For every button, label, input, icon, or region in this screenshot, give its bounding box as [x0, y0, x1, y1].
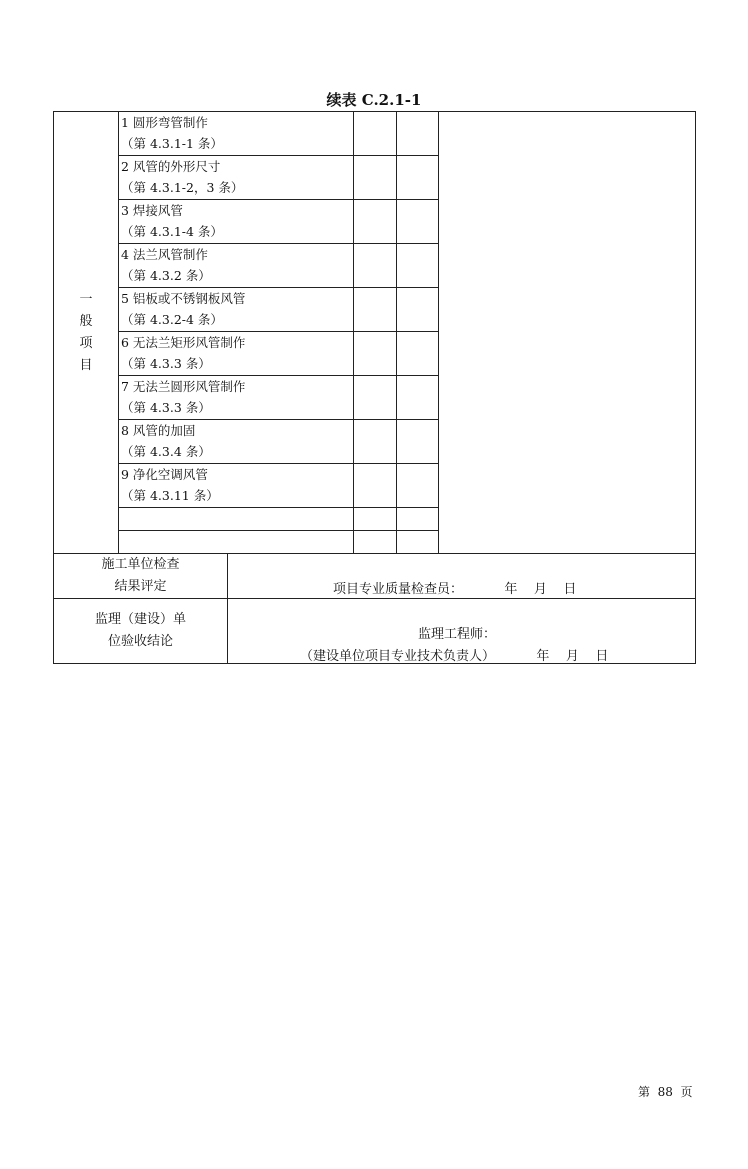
item-ref: （第 4.3.1-2，3 条）	[121, 180, 244, 195]
category-char: 目	[79, 357, 93, 373]
supervision-engineer-line: 监理工程师：	[418, 627, 497, 642]
item-name: 3 焊接风管	[121, 203, 183, 218]
inspection-record-table	[53, 111, 696, 664]
item-cell	[119, 244, 354, 288]
item-name: 4 法兰风管制作	[121, 247, 208, 262]
check-cell[interactable]	[354, 508, 397, 531]
construction-label: 结果评定	[114, 579, 167, 594]
item-ref: （第 4.3.1-1 条）	[121, 136, 223, 151]
item-name: 7 无法兰圆形风管制作	[121, 379, 246, 394]
page-number: 第 88 页	[638, 1085, 693, 1099]
blank-item-cell[interactable]	[119, 508, 354, 531]
construction-label-cell	[54, 554, 228, 599]
check-cell[interactable]	[397, 420, 439, 464]
item-name: 9 净化空调风管	[121, 467, 208, 482]
category-char: 项	[79, 335, 93, 351]
check-cell[interactable]	[354, 156, 397, 200]
item-name: 8 风管的加固	[121, 423, 196, 438]
check-cell[interactable]	[354, 464, 397, 508]
item-cell	[119, 200, 354, 244]
construction-label: 施工单位检查	[101, 557, 180, 572]
item-ref: （第 4.3.2 条）	[121, 268, 211, 283]
item-cell	[119, 112, 354, 156]
item-ref: （第 4.3.1-4 条）	[121, 224, 223, 239]
check-cell[interactable]	[354, 376, 397, 420]
remarks-cell[interactable]	[439, 112, 696, 554]
check-cell[interactable]	[354, 200, 397, 244]
supervision-label: 位验收结论	[107, 634, 173, 649]
check-cell[interactable]	[354, 112, 397, 156]
item-cell	[119, 288, 354, 332]
item-ref: （第 4.3.3 条）	[121, 400, 211, 415]
item-cell	[119, 376, 354, 420]
item-ref: （第 4.3.4 条）	[121, 444, 211, 459]
item-name: 1 圆形弯管制作	[121, 115, 208, 130]
item-ref: （第 4.3.2-4 条）	[121, 312, 223, 327]
item-ref: （第 4.3.11 条）	[121, 488, 219, 503]
general-items-category	[54, 112, 119, 554]
table-title: 续表 C.2.1-1	[326, 91, 422, 109]
item-cell	[119, 156, 354, 200]
check-cell[interactable]	[397, 156, 439, 200]
check-cell[interactable]	[397, 200, 439, 244]
check-cell[interactable]	[397, 288, 439, 332]
check-cell[interactable]	[397, 464, 439, 508]
check-cell[interactable]	[397, 376, 439, 420]
supervision-label-cell	[54, 599, 228, 664]
quality-inspector-signature-line: 项目专业质量检查员： 年 月 日	[333, 582, 577, 597]
owner-technical-lead-line: （建设单位项目专业技术负责人） 年 月 日	[300, 649, 609, 664]
check-cell[interactable]	[354, 332, 397, 376]
item-name: 2 风管的外形尺寸	[121, 159, 221, 174]
category-char: 般	[79, 313, 93, 329]
supervision-label: 监理（建设）单	[94, 612, 186, 627]
check-cell[interactable]	[354, 288, 397, 332]
check-cell[interactable]	[397, 531, 439, 554]
item-cell	[119, 464, 354, 508]
check-cell[interactable]	[354, 244, 397, 288]
check-cell[interactable]	[354, 531, 397, 554]
construction-signature-cell[interactable]	[228, 554, 696, 599]
category-char: 一	[79, 291, 93, 307]
check-cell[interactable]	[354, 420, 397, 464]
check-cell[interactable]	[397, 112, 439, 156]
blank-item-cell[interactable]	[119, 531, 354, 554]
check-cell[interactable]	[397, 508, 439, 531]
item-name: 6 无法兰矩形风管制作	[121, 335, 246, 350]
check-cell[interactable]	[397, 332, 439, 376]
item-name: 5 铝板或不锈钢板风管	[121, 291, 246, 306]
supervision-signature-cell[interactable]	[228, 599, 696, 664]
item-cell	[119, 332, 354, 376]
item-cell	[119, 420, 354, 464]
check-cell[interactable]	[397, 244, 439, 288]
item-ref: （第 4.3.3 条）	[121, 356, 211, 371]
